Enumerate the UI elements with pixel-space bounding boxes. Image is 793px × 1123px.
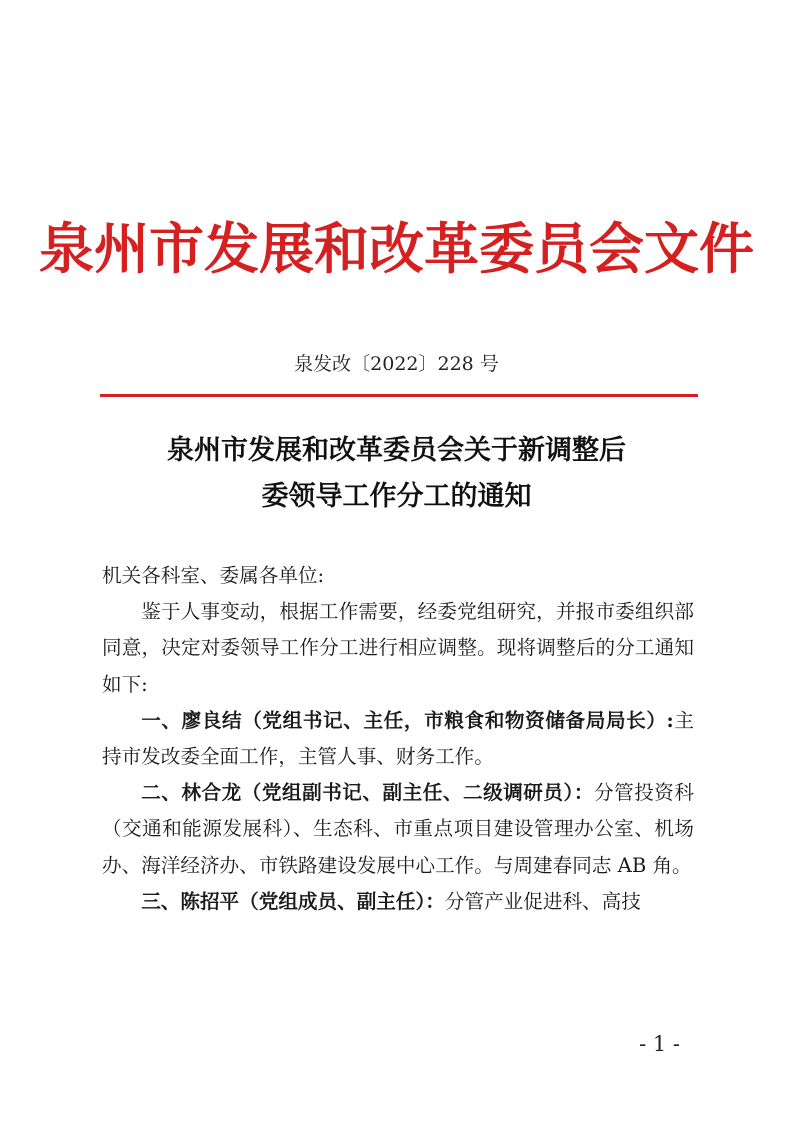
item-text: 分管投资科（交通和能源发展科）、生态科、市重点项目建设管理办公室、机场办、海洋经济办、市铁路建设发展中心工作。与周建春同志 AB 角。 xyxy=(102,781,695,877)
title-line-2: 委领导工作分工的通知 xyxy=(261,481,532,512)
item-text: 主持市发改委全面工作，主管人事、财务工作。 xyxy=(102,708,695,769)
page-number: - 1 - xyxy=(639,1032,680,1056)
list-item xyxy=(102,703,694,775)
item-heading: 一、廖良结（党组书记、主任，市粮食和物资储备局局长）: xyxy=(141,708,674,732)
title-line-1: 泉州市发展和改革委员会关于新调整后 xyxy=(167,435,626,466)
document-number: 泉发改〔2022〕228 号 xyxy=(294,353,499,375)
item-heading: 三、陈招平（党组成员、副主任）： xyxy=(141,889,445,913)
item-text: 分管产业促进科、高技 xyxy=(444,889,641,913)
list-item xyxy=(102,884,694,920)
intro-paragraph: 鉴于人事变动，根据工作需要，经委党组研究，并报市委组织部同意，决定对委领导工作分工进行相应调整。现将调整后的分工通知如下: xyxy=(102,600,694,696)
document-body xyxy=(102,558,694,920)
document-title xyxy=(0,428,793,520)
document-masthead: 泉州市发展和改革委员会文件 xyxy=(38,216,754,281)
addressee: 机关各科室、委属各单位: xyxy=(102,564,325,587)
item-heading: 二、林合龙（党组副书记、副主任、二级调研员）： xyxy=(141,781,594,805)
list-item xyxy=(102,775,694,884)
red-divider-line xyxy=(100,394,698,397)
